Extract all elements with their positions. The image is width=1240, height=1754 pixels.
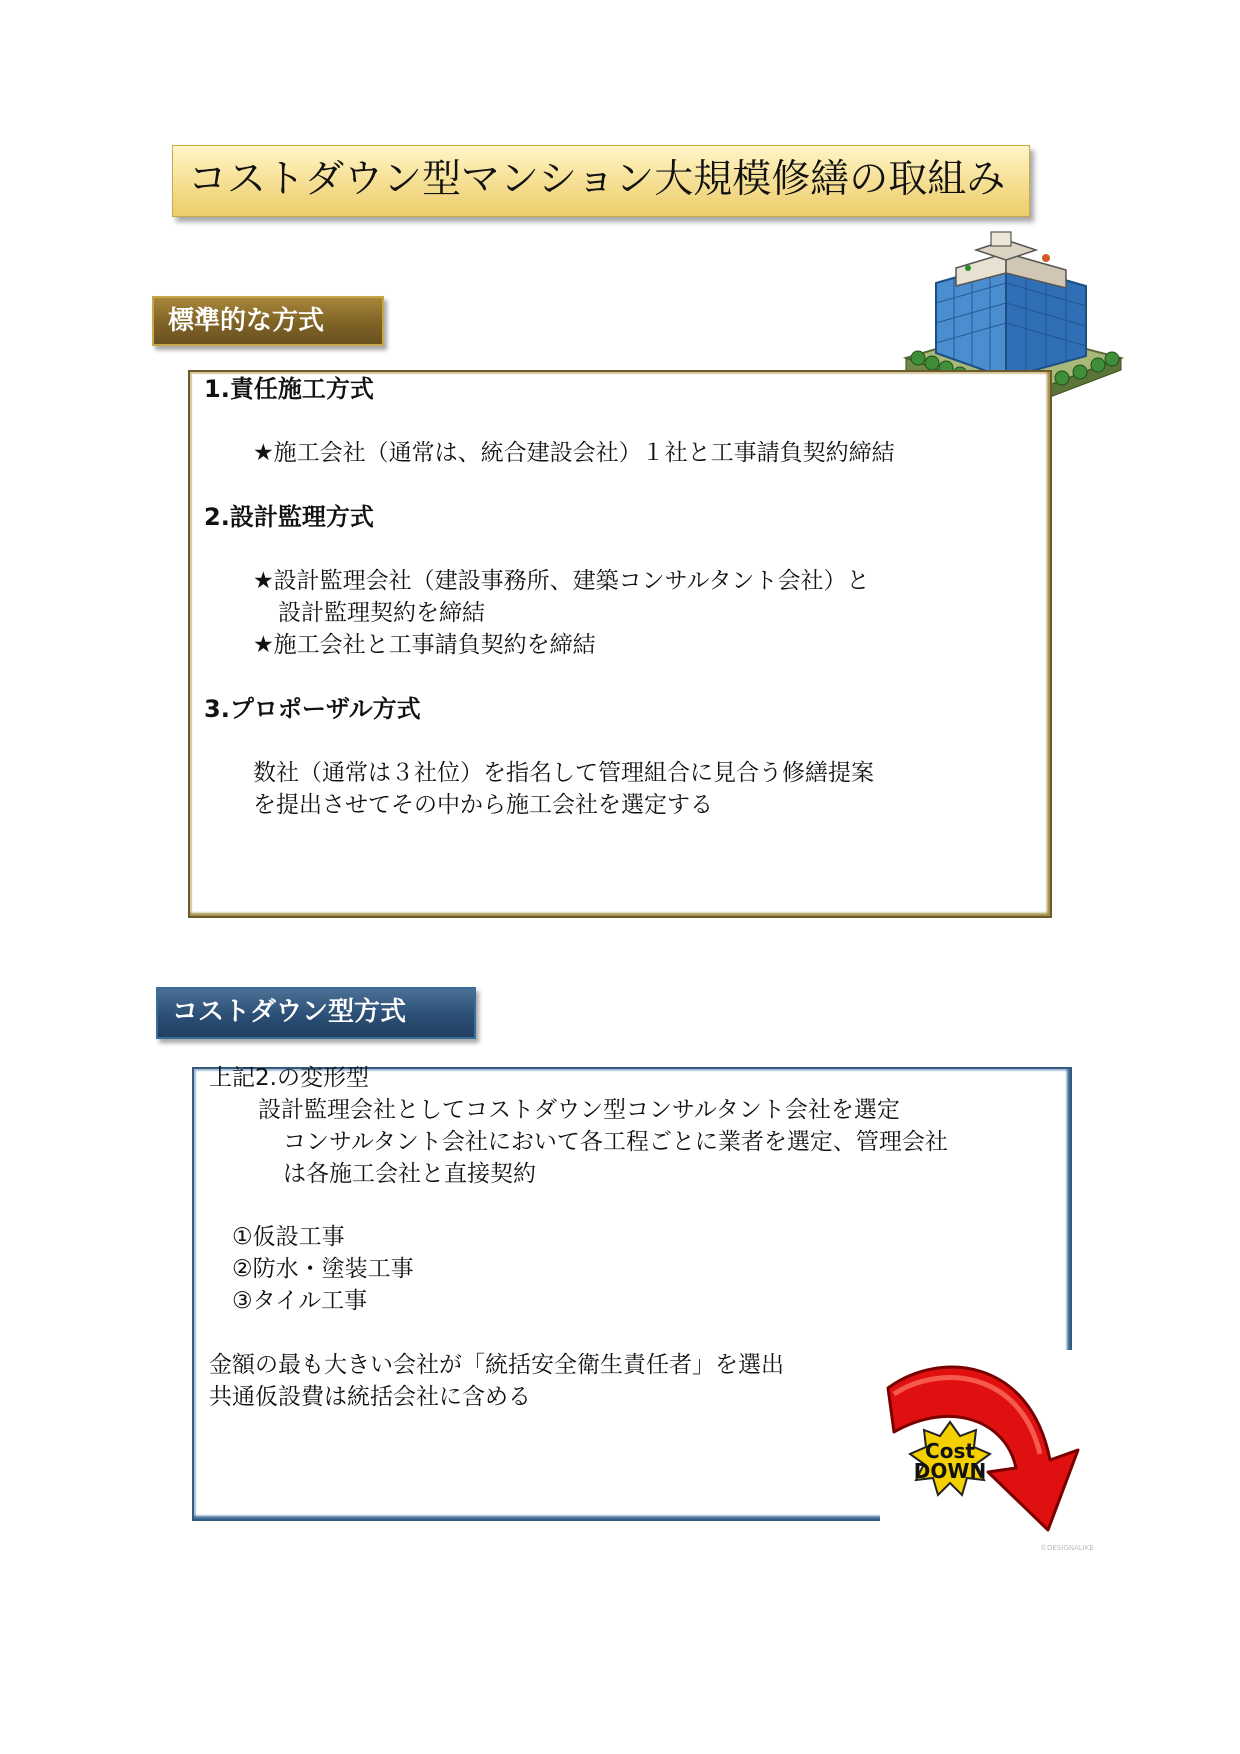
method-2-line: ★設計監理会社（建設事務所、建築コンサルタント会社）と (253, 568, 870, 594)
costdown-desc-line: は各施工会社と直接契約 (283, 1161, 536, 1187)
method-3-line: を提出させてその中から施工会社を選定する (253, 792, 713, 818)
work-item: ②防水・塗装工事 (232, 1256, 414, 1282)
method-1-heading: 1.責任施工方式 (204, 375, 374, 403)
page-title: コストダウン型マンション大規模修繕の取組み (188, 157, 1006, 202)
image-credit: ©DESIGNALIKE (1040, 1544, 1094, 1552)
cost-label: Cost (925, 1439, 975, 1463)
costdown-desc-line: コンサルタント会社において各工程ごとに業者を選定、管理会社 (283, 1129, 948, 1155)
cost-down-starburst-icon (910, 1422, 990, 1495)
method-2-line: 設計監理契約を締結 (278, 600, 485, 626)
costdown-intro: 上記2.の変形型 (209, 1065, 369, 1091)
work-item: ①仮設工事 (232, 1224, 345, 1250)
down-label: DOWN (913, 1459, 987, 1483)
costdown-desc-line: 設計監理会社としてコストダウン型コンサルタント会社を選定 (258, 1097, 900, 1123)
method-2-line: ★施工会社と工事請負契約を締結 (253, 632, 596, 658)
method-3-line: 数社（通常は３社位）を指名して管理組合に見合う修繕提案 (253, 760, 874, 786)
costdown-note: 共通仮設費は統括会社に含める (209, 1384, 531, 1410)
work-item: ③タイル工事 (232, 1288, 368, 1314)
costdown-note: 金額の最も大きい会社が「統括安全衛生責任者」を選出 (209, 1352, 784, 1378)
red-arrow-icon (880, 1350, 1102, 1560)
method-2-heading: 2.設計監理方式 (204, 503, 374, 531)
section-label-costdown: コストダウン型方式 (156, 987, 476, 1039)
section-label-standard: 標準的な方式 (152, 296, 384, 346)
method-3-heading: 3.プロポーザル方式 (204, 695, 421, 723)
costdown-illustration (880, 1350, 1102, 1560)
method-1-line: ★施工会社（通常は、統合建設会社）１社と工事請負契約締結 (253, 440, 895, 466)
